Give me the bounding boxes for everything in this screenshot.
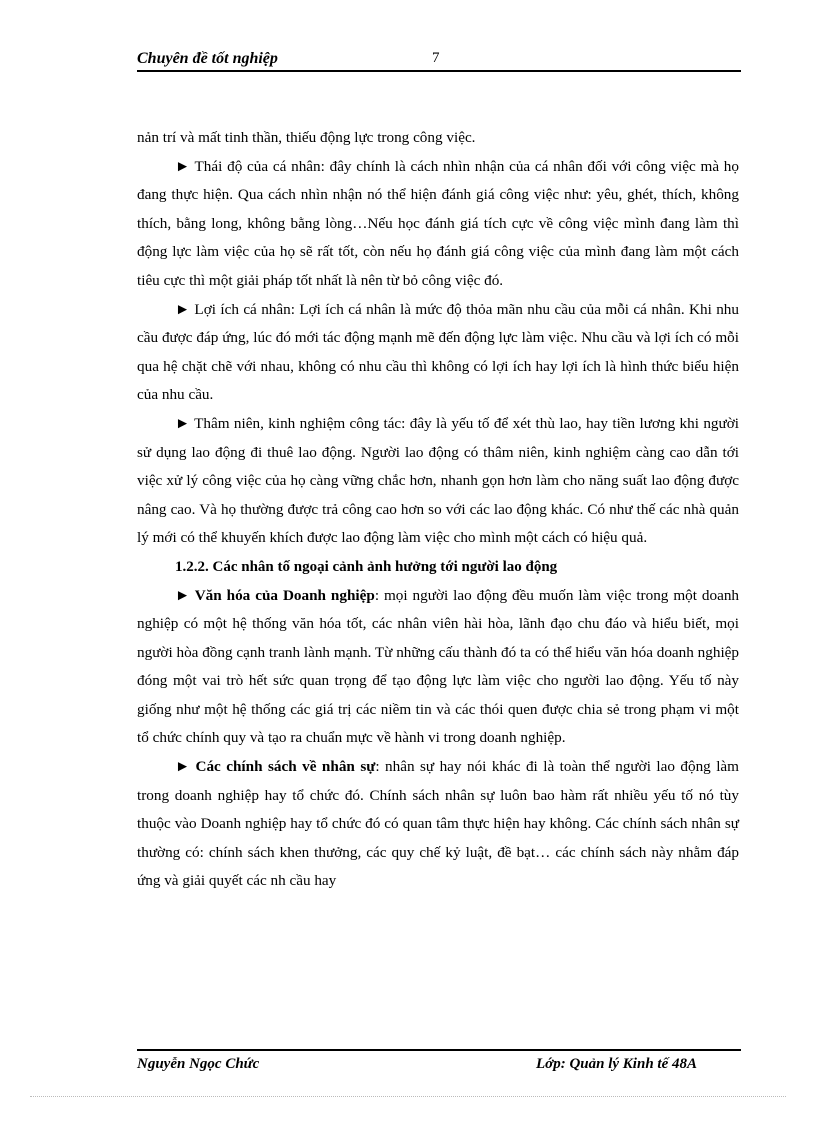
paragraph-text: : nhân sự hay nói khác đi là toàn thể người lao động làm trong doanh nghiệp hay tổ chức đó. Chính sách nhân sự luôn bao hàm rất nhiều yếu tố nó tùy thuộc vào Doanh nghiệp hay tổ chức đó có quan tâm thực hiện hay không. Các chính sách nhân sự thường có: chính sách khen thưởng, các quy chế kỷ luật, đề bạt… các chính sách này nhằm đáp ứng và giải quyết các nh cầu hay xyxy=(137,758,739,890)
paragraph-text: : mọi người lao động đều muốn làm việc trong một doanh nghiệp có một hệ thống văn hóa tốt, các nhân viên hài hòa, lãnh đạo chu đáo và hiểu biết, mọi người hòa đồng cạnh tranh lành mạnh. Từ những cấu thành đó ta có thể hiểu văn hóa doanh nghiệp đóng một vai trò hết sức quan trọng để tạo động lực làm việc cho người lao động. Yếu tố này giống như một hệ thống các giá trị các niềm tin và các thói quen được chia sẻ trong phạm vi một tổ chức chính quy và tạo ra chuẩn mực về hành vi trong doanh nghiệp. xyxy=(137,586,740,747)
footer-class: Lớp: Quản lý Kinh tế 48A xyxy=(536,1056,697,1072)
page-break-line xyxy=(30,1096,786,1097)
body-content xyxy=(137,124,739,896)
paragraph-lead: ► Văn hóa của Doanh nghiệp xyxy=(175,586,375,604)
footer-author: Nguyễn Ngọc Chức xyxy=(137,1056,260,1072)
paragraph-hr-policy xyxy=(137,753,739,896)
footer-rule xyxy=(137,1049,741,1051)
paragraph-lead: ► Các chính sách về nhân sự xyxy=(175,758,376,776)
paragraph-attitude: ► Thái độ của cá nhân: đây chính là cách nhìn nhận của cá nhân đối với công việc mà họ đang thực hiện. Qua cách nhìn nhận nó thể hiện đánh giá công việc như: yêu, ghét, thích, không thích, bằng long, không bằng lòng…Nếu học đánh giá tích cực về công việc mình đang làm thì động lực làm việc của họ sẽ rất tốt, còn nếu họ đánh giá công việc của mình đang làm một cách tiêu cực thì một giải pháp tốt nhất là nên từ bỏ công việc đó. xyxy=(137,157,739,289)
header-rule xyxy=(137,70,741,72)
section-heading: 1.2.2. Các nhân tố ngoại cảnh ảnh hưởng tới người lao động xyxy=(175,558,558,575)
paragraph-seniority: ► Thâm niên, kinh nghiệm công tác: đây là yếu tố để xét thù lao, hay tiền lương khi người sử dụng lao động đi thuê lao động. Người lao động có thâm niên, kinh nghiệm càng cao dẫn tới việc xử lý công việc của họ càng vững chắc hơn, nhanh gọn hơn làm cho năng suất lao động được nâng cao. Và họ thường được trả công cao hơn so với các lao động khác. Có như thế các nhà quản lý mới có thể khuyến khích được lao động làm việc cho mình một cách có hiệu quả. xyxy=(137,414,739,547)
page-number: 7 xyxy=(432,50,440,66)
header-title: Chuyên đề tốt nghiệp xyxy=(137,50,278,67)
paragraph-personal-benefit: ► Lợi ích cá nhân: Lợi ích cá nhân là mức độ thỏa mãn nhu cầu của mỗi cá nhân. Khi nhu cầu được đáp ứng, lúc đó mới tác động mạnh mẽ đến động lực làm việc. Nhu cầu và lợi ích có mỗi qua hệ chặt chẽ với nhau, không có nhu cầu thì không có lợi ích hay lợi ích là hình thức biểu hiện của nhu cầu. xyxy=(137,300,739,404)
paragraph-corporate-culture xyxy=(137,582,739,754)
paragraph-1: nản trí và mất tinh thần, thiếu động lực trong công việc. xyxy=(137,129,476,146)
